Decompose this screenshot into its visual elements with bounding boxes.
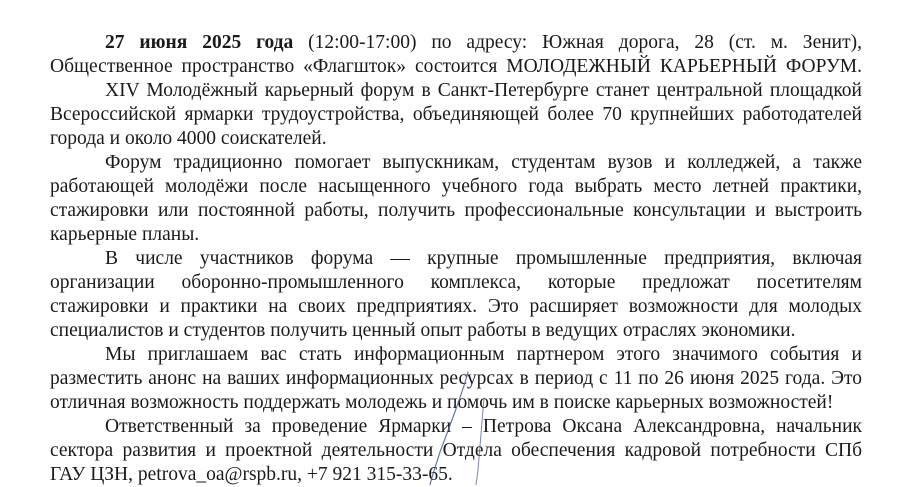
paragraph-2-line-3: города и около 4000 соискателей. (50, 128, 327, 149)
paragraph-3-line-3: стажировки или постоянной работы, получить профессиональные консультации и выстроить (50, 200, 862, 221)
paragraph-2-line-2: Всероссийской ярмарки трудоустройства, объединяющей более 70 крупнейших работодателей (50, 104, 862, 125)
paragraph-3-line-4: карьерные планы. (50, 224, 200, 245)
event-time-address: (12:00-17:00) по адресу: Южная дорога, 28 (ст. м. Зенит), (293, 32, 862, 53)
paragraph-6-line-3: ГАУ ЦЗН, petrova_oa@rspb.ru, +7 921 315-33-65. (50, 464, 453, 485)
event-date: 27 июня 2025 года (105, 32, 294, 53)
paragraph-4-line-1: В числе участников форума — крупные промышленные предприятия, включая (105, 248, 862, 269)
paragraph-4-line-4: специалистов и студентов получить ценный опыт работы в ведущих отраслях экономики. (50, 320, 796, 341)
paragraph-1-line-1 (105, 31, 862, 55)
paragraph-6-line-1: Ответственный за проведение Ярмарки – Петрова Оксана Александровна, начальник (105, 416, 862, 437)
paragraph-6-line-2: сектора развития и проектной деятельности Отдела обеспечения кадровой потребности СПб (50, 440, 862, 461)
paragraph-1-line-2: Общественное пространство «Флагшток» состоится МОЛОДЕЖНЫЙ КАРЬЕРНЫЙ ФОРУМ. (50, 56, 862, 77)
paragraph-4-line-3: стажировки и практики на своих предприятиях. Это расширяет возможности для молодых (50, 296, 862, 317)
paragraph-3-line-1: Форум традиционно помогает выпускникам, студентам вузов и колледжей, а также (105, 152, 862, 173)
paragraph-5-line-3: отличная возможность поддержать молодежь и помочь им в поиске карьерных возможностей! (50, 392, 834, 413)
paragraph-2-line-1: XIV Молодёжный карьерный форум в Санкт-Петербурге станет центральной площадкой (105, 80, 862, 101)
paragraph-5-line-1: Мы приглашаем вас стать информационным партнером этого значимого события и (105, 344, 862, 365)
paragraph-3-line-2: работающей молодёжи после насыщенного учебного года выбрать место летней практики, (50, 176, 862, 197)
paragraph-4-line-2: организации оборонно-промышленного комплекса, которые предложат посетителям (50, 272, 862, 293)
paragraph-5-line-2: разместить анонс на ваших информационных ресурсах в период с 11 по 26 июня 2025 года. Это (50, 368, 862, 389)
